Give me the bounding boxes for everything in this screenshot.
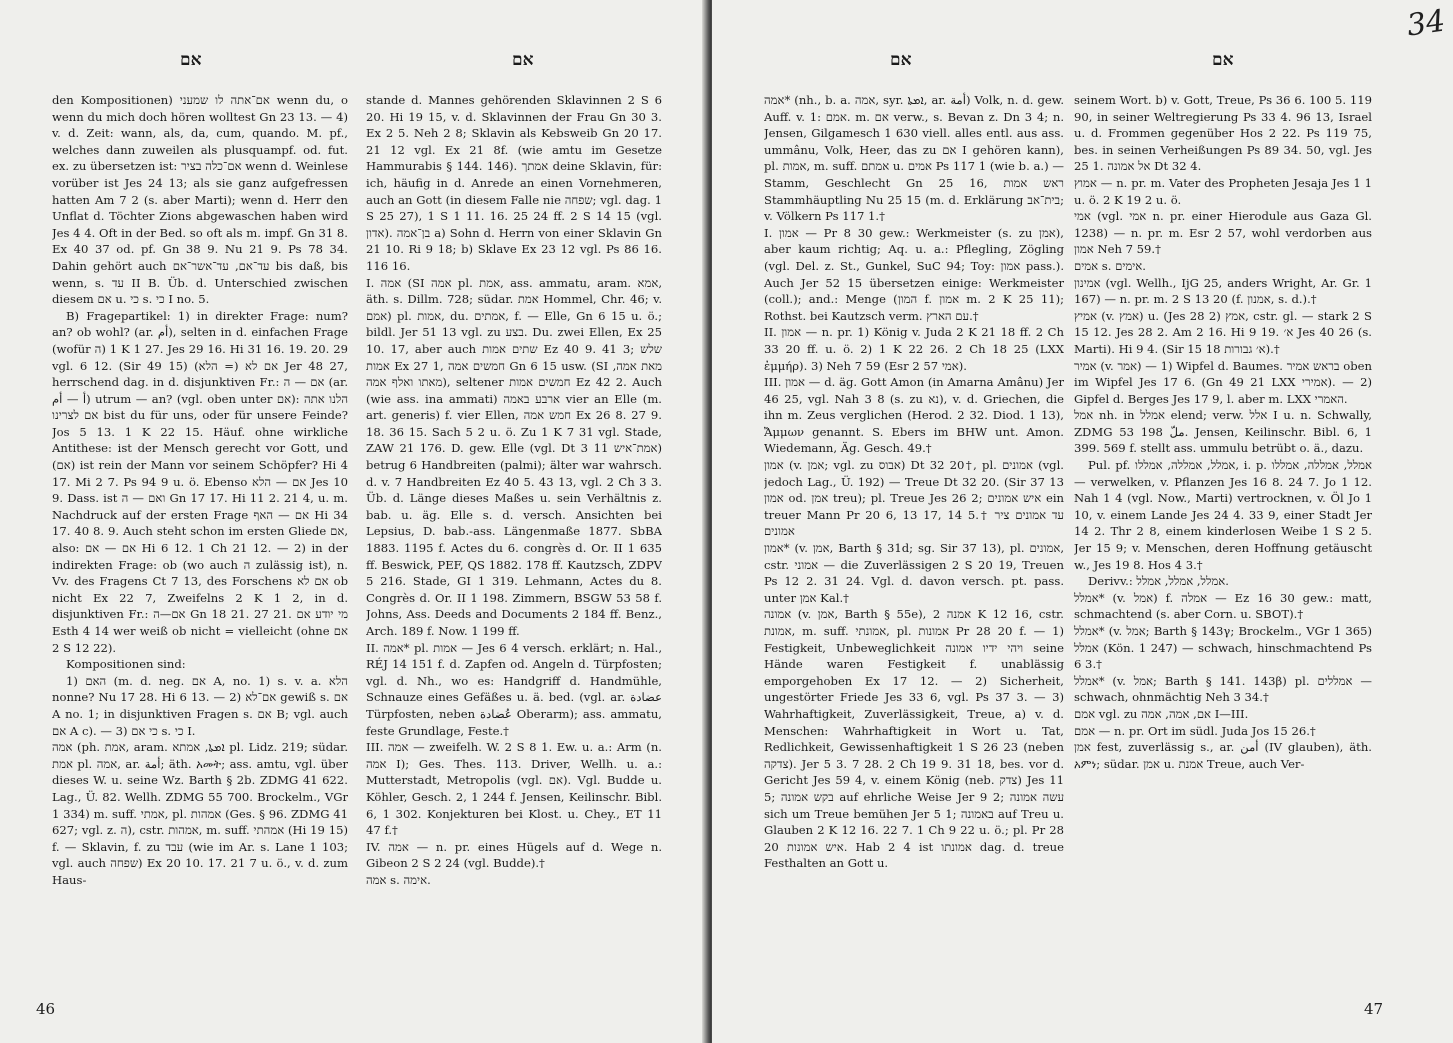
entry-paragraph: I. אמון — Pr 8 30 gew.: Werkmeister (s. zu אמן), aber kaum richtig; Aq. u. a.: Pflegling, Zögling (vgl. Del. z. St., Gunkel, SuC 94; Toy: אמון pass.). Auch Jer 52 15 übersetzen einige: Werkmeister (coll.); and.: Menge (המון f. אמון m. 2 K 25 11); Rothst. bei Kautzsch verm. עם הארץ.†	[764, 225, 1064, 323]
right-page	[712, 0, 1453, 1043]
left-page-column-2	[366, 92, 662, 997]
entry-paragraph: אמונה (v. אמן, Barth § 55e), אמנה 2 K 12 16, cstr. אמונת, m. suff. אמונתי, pl. אמונות Pr 28 20 f. — 1) Festigkeit, Unbeweglichkeit ויהי ידיו אמונה seine Hände waren Festigkeit f. unablässig emporgehoben Ex 17 12. — 2) Sicherheit, ungestörter Friede Jes 33 6, vgl. Ps 37 3. — 3) Wahrhaftigkeit, Zuverlässigkeit, Treue, a) v. d. Menschen: Wahrhaftigkeit in Wort u. Tat, Redlichkeit, Gewissenhaftigkeit 1 S 26 23 (neben צדקה). Jer 5 3. 7 28. 2 Ch 19 9. 31 18, bes. vor d. Gericht Jes 59 4, v. einem König (neb. צדק) Jes 11 5; בקש אמונה auf ehrliche Weise Jer 9 2; עשה אמונה sich um Treue bemühen Jer 5 1; באמונה auf Treu u. Glauben 2 K 12 16. 22 7. 1 Ch 9 22 u. ö.; pl. Pr 28 20 איש אמונות. Hab 2 4 ist אמונתו dag. d. treue Festhalten an Gott u.	[764, 607, 1064, 871]
entry-paragraph: stande d. Mannes gehörenden Sklavinnen 2 S 6 20. Hi 19 15, v. d. Sklavinnen der Frau Gn 30 3. Ex 2 5. Neh 2 8; Sklavin als Kebsweib Gn 20 17. 21 12 vgl. Ex 21 8f. (wie amtu im Gesetze Hammurabis § 144. 146). אמתך deine Sklavin, für: ich, häufig in d. Anrede an einen Vornehmeren, auch an Gott (in diesem Falle nie שפחה; vgl. dag. 1 S 25 27), 1 S 1 11. 16. 25 24 ff. 2 S 14 15 (vgl. אדון). בן־אמה a) Sohn d. Herrn von einer Sklavin Gn 21 10. Ri 9 18; b) Sklave Ex 23 12 vgl. Ps 86 16. 116 16.	[366, 93, 662, 273]
entry-paragraph: Kompositionen sind:	[66, 657, 186, 672]
entry-paragraph: Derivv.: אמלל, אמלל, אמלל.	[1088, 574, 1229, 589]
entry-paragraph: B) Fragepartikel: 1) in direkter Frage: num? an? ob wohl? (ar. أم), selten in d. einfachen Frage (wofür ה) 1 K 1 27. Jes 29 16. Hi 31 16. 19. 20. 29 vgl. 6 12. (Sir 49 15) אם לא (= הלא) Jer 48 27, herrschend dag. in d. disjunktiven Fr.: אם — ה (ar. أ — أم) utrum — an? (vgl. oben unter אם): הלנו אתה אם לצרינו bist du für uns, oder für unsere Feinde? Jos 5 13. 1 K 22 15. Häuf. ohne wirkliche Antithese: ist der Mensch gerecht vor Gott, und (אם) ist rein der Mann vor seinem Schöpfer? Hi 4 17. Mi 2 7. Ps 94 9 u. ö. Ebenso אם — הלא Jes 10 9. Dass. ist ואם — ה Gn 17 17. Hi 11 2. 21 4, u. m. Nachdruck auf der ersten Frage אם — האף Hi 34 17. 40 8. 9. Auch steht schon im ersten Gliede אם, also: אם — אם Hi 6 12. 1 Ch 21 12. — 2) in der indirekten Frage: ob (wo auch ה zulässig ist), n. Vv. des Fragens Ct 7 13, des Forschens אם לא ob nicht Ex 22 7, Zweifelns 2 K 1 2, in d. disjunktiven Fr.: אם—ה Gn 18 21. 27 21. מי יודע אם Esth 4 14 wer weiß ob nicht = vielleicht (ohne אם 2 S 12 22).	[52, 308, 348, 655]
entry-paragraph: אמם — n. pr. Ort im südl. Juda Jos 15 26.†	[1074, 723, 1316, 738]
entry-paragraph: I. אמה (SI אמה pl. אמת, ass. ammatu, aram. אמא, äth. s. Dillm. 728; südar. אמת Hommel, Chr. 46; v. אמם) pl. אמות, du. אמתים, f. — Elle, Gn 6 15 u. ö.; bildl. Jer 51 13 vgl. zu בצע. Du. zwei Ellen, Ex 25 10. 17, aber auch שתים אמות Ez 40 9. 41 3; שלש אמות Ex 27 1, חמשים אמה Gn 6 15 usw. (SI מאת אמה, מאתו ואלף אמה), seltener חמשים אמות Ez 42 2. Auch (wie ass. ina ammati) ארבע באמה vier an Elle (m. art. generis) f. vier Ellen, חמש אמה Ex 26 8. 27 9. 18. 36 15. Sach 5 2 u. ö. Zu 1 K 7 31 vgl. Stade, ZAW 21 176. D. gew. Elle (vgl. Dt 3 11 אמת־איש) betrug 6 Handbreiten (palmi); älter war wahrsch. d. v. 7 Handbreiten Ez 40 5. 43 13, vgl. 2 Ch 3 3. Üb. d. Länge dieses Maßes u. sein Verhältnis z. bab. u. äg. Elle s. d. versch. Ansichten bei Lepsius, D. bab.-ass. Längenmaße 1877. SbBA 1883. 1195 f. Actes du 6. congrès d. Or. II 1 635 ff. Beswick, PEF, QS 1882. 178 ff. Kautzsch, ZDPV 5 216. Stade, GI 1 319. Lehmann, Actes du 8. Congrès d. Or. II 1 198. Zimmern, BSGW 53 58 f. Johns, Ass. Deeds and Documents 2 184 ff. Benz., Arch. 189 f. Now. 1 199 ff.	[366, 275, 662, 638]
handwritten-folio-number: 34	[1404, 3, 1448, 44]
entry-paragraph: אמי (vgl. אמי n. pr. einer Hierodule aus Gaza Gl. 1238) — n. pr. m. Esr 2 57, wohl verdorben aus אמון Neh 7 59.†	[1074, 209, 1372, 257]
running-header-left: אם	[180, 50, 202, 70]
left-page	[0, 0, 710, 1043]
running-header-right: אם	[1212, 50, 1234, 70]
entry-paragraph: אמיץ (v. אמץ) u. (Jes 28 2) אמץ, cstr. gl. — stark 2 S 15 12. Jes 28 2. Am 2 16. Hi 9 19. א׳ Jes 40 26 (s. Marti). Hi 9 4. (Sir 15 18 א׳ גבורות).†	[1074, 308, 1372, 356]
entry-paragraph: אמם vgl. zu אם, אמה, אמה I—III.	[1074, 706, 1249, 721]
entry-paragraph: אמל nh. in אמלל elend; verw. אלל I u. n. Schwally, ZDMG 53 198 ملّ. Jensen, Keilinschr. Bibl. 6, 1 399. 569 f. stellt ass. ummulu betrübt o. ä., dazu.	[1074, 408, 1372, 456]
entry-paragraph: אמים s. אימים.	[1074, 258, 1146, 273]
left-page-column-1	[52, 92, 348, 997]
right-page-column-1	[764, 92, 1064, 997]
entry-paragraph: אמה s. אימה.	[366, 872, 431, 887]
entry-paragraph: IV. אמה — n. pr. eines Hügels auf d. Wege n. Gibeon 2 S 2 24 (vgl. Budde).†	[366, 839, 662, 871]
entry-paragraph: אמוץ — n. pr. m. Vater des Propheten Jesaja Jes 1 1 u. ö. 2 K 19 2 u. ö.	[1074, 175, 1372, 207]
entry-paragraph: den Kompositionen) אם־אתה לו שמעני wenn du, o wenn du mich doch hören wolltest Gn 23 13. — 4) v. d. Zeit: wann, als, da, cum, quando. M. pf., welches dann zuweilen als plusquampf. od. fut. ex. zu übersetzen ist: אם־כלה בציר wenn d. Weinlese vorüber ist Jes 24 13; als sie ganz aufgefressen hatten Am 7 2 (s. aber Marti); wenn d. Herr den Unflat d. Töchter Zions abgewaschen haben wird Jes 4 4. Oft in der Bed. so oft als m. impf. Gn 31 8. Ex 40 37 od. pf. Gn 38 9. Nu 21 9. Ps 78 34. Dahin gehört auch עד־אם, עד־אשר־אם bis daß, bis wenn, s. עד II B. Üb. d. Unterschied zwischen diesem אם u. כי s. כי I no. 5.	[52, 93, 348, 307]
entry-paragraph: אמלל* (v. אמל) f. אמלה — Ez 16 30 gew.: matt, schmachtend (s. aber Corn. u. SBOT).†	[1074, 590, 1372, 622]
entry-paragraph: אמה (ph. אמת, aram. ܐܡܬܐ, אמתא pl. Lidz. 219; südar. אמת pl. אמה, ar. أمة; äth. አመት; ass. amtu, vgl. über dieses W. u. seine Wz. Barth § 2b. ZDMG 41 622. Lag., Ü. 82. Wellh. ZDMG 55 700. Brockelm., VGr 1 334) m. suff. אמתי, pl. אמהות (Ges. § 96. ZDMG 41 627; vgl. z. ה), cstr. אמהות, m. suff. אמהתי (Hi 19 15) f. — Sklavin, f. zu עבד (wie im Ar. s. Lane 1 103; vgl. auch שפחה) Ex 20 10. 17. 21 7 u. ö., v. d. zum Haus-	[52, 740, 348, 887]
entry-paragraph: seinem Wort. b) v. Gott, Treue, Ps 36 6. 100 5. 119 90, in seiner Weltregierung Ps 33 4. 96 13, Israel u. d. Frommen gegenüber Hos 2 22. Ps 119 75, bes. in seinen Verheißungen Ps 89 34. 50, vgl. Jes 25 1. אל אמונה Dt 32 4.	[1074, 93, 1372, 174]
entry-paragraph: III. אמון — d. äg. Gott Amon (in Amarna Amânu) Jer 46 25, vgl. Nah 3 8 (s. zu נא), v. d. Griechen, die ihn m. Zeus verglichen (Herod. 2 32. Diod. 1 13), Ἄμμων genannt. S. Ebers im BHW unt. Amon. Wiedemann, Äg. Gesch. 49.†	[764, 375, 1064, 456]
running-header-right: אם	[512, 50, 534, 70]
entry-paragraph: Pul. pf. אמלל, אמללה, אמללו, i. p. אמלל, אמללה, אמללו — verwelken, v. Pflanzen Jes 16 8. 24 7. Jo 1 12. Nah 1 4 (vgl. Now., Marti) vertrocknen, v. Öl Jo 1 10, v. einem Lande Jes 24 4. 33 9, einer Stadt Jer 14 2. Thr 2 8, einem kinderlosen Weibe 1 S 2 5. Jer 15 9; v. Menschen, deren Hoffnung getäuscht w., Jes 19 8. Hos 4 3.†	[1074, 458, 1372, 572]
entry-paragraph: אמלל* (v. אמל; Barth § 143γ; Brockelm., VGr 1 365) אמלל (Kön. 1 247) — schwach, hinschmachtend Ps 6 3.†	[1074, 624, 1372, 672]
entry-paragraph: אמה* (nh., b. a. אמה, syr. ܐܡܬܐ, ar. أمة) Volk, n. d. gew. Auff. v. אמם :1. m. אם verw., s. Bevan z. Dn 3 4; n. Jensen, Gilgamesch 1 630 viell. alles entl. aus ass. ummânu, Volk, Heer, das zu אם I gehören kann), pl. אמות, m. suff. אמתם u. אמים Ps 117 1 (wie b. a.) — Stamm, Geschlecht Gn 25 16, ראש אמות Stammhäuptling Nu 25 15 (m. d. Erklärung בית־אב; v. Völkern Ps 117 1.†	[764, 93, 1064, 224]
entry-paragraph: אמון* (v. אמן, Barth § 31d; sg. Sir 37 13), pl. אמונים, cstr. אמוני — die Zuverlässigen 2 S 20 19, Treuen Ps 12 2. 31 24. Vgl. d. davon versch. pt. pass. unter אמן Kal.†	[764, 541, 1064, 605]
entry-paragraph: 1) האם (m. d. neg. אם A, no. 1) s. v. a. הלא nonne? Nu 17 28. Hi 6 13. — 2) אם־לא gewiß s. אם A no. 1; in disjunktiven Fragen s. אם B; vgl. auch אם A c). — 3) כי אם s. כי I.	[52, 673, 348, 738]
right-page-column-2	[1074, 92, 1372, 997]
entry-paragraph: אמון (v. אמן; vgl. zu אבוס) Dt 32 20†, pl. אמונים (vgl. jedoch Lag., Ü. 192) — Treue Dt 32 20. (Sir 37 13 אמון od. אמן treu); pl. Treue Jes 26 2; איש אמונים ein treuer Mann Pr 20 6, 13 17, 14 5.† עד אמונים ציר אמונים	[764, 458, 1064, 539]
entry-paragraph: אמיר (v. אמר) — 1) Wipfel d. Baumes. בראש אמיר oben im Wipfel Jes 17 6. (Gn 49 21 LXX אמירי). — 2) Gipfel d. Berges Jes 17 9, l. aber m. LXX האמרי.	[1074, 358, 1372, 406]
entry-paragraph: אמן fest, zuverlässig s., ar. أمن (IV glauben), äth. አምነ; südar. אמן u. אמנת Treue, auch Ver-	[1074, 740, 1372, 771]
entry-paragraph: אמלל* (v. אמל; Barth § 141. 143β) pl. אמללים — schwach, ohnmächtig Neh 3 34.†	[1074, 673, 1372, 705]
page-number: 46	[36, 1000, 56, 1018]
entry-paragraph: II. אמה* pl. אמות — Jes 6 4 versch. erklärt; n. Hal., RÉJ 14 151 f. d. Zapfen od. Angeln d. Türpfosten; vgl. d. Nh., wo es: Handgriff d. Handmühle, Schnauze eines Gefäßes u. ä. bed. (vgl. ar. عضادة Türpfosten, neben عُضادة Oberarm); ass. ammatu, feste Grundlage, Feste.†	[366, 640, 662, 738]
running-header-left: אם	[890, 50, 912, 70]
entry-paragraph: אמינון (vgl. Wellh., IjG 25, anders Wright, Ar. Gr. 1 167) — n. pr. m. 2 S 13 20 (f. אמנון, s. d.).†	[1074, 275, 1372, 307]
page-number: 47	[1364, 1000, 1384, 1018]
entry-paragraph: II. אמון — n. pr. 1) König v. Juda 2 K 21 18 ff. 2 Ch 33 20 ff. u. ö. 2) 1 K 22 26. 2 Ch 18 25 (LXX ἐμμήρ). 3) Neh 7 59 (Esr 2 57 אמי).	[764, 325, 1064, 373]
entry-paragraph: III. אמה — zweifelh. W. 2 S 8 1. Ew. u. a.: Arm (n. אמה I); Ges. Thes. 113. Driver, Wellh. u. a.: Mutterstadt, Metropolis (vgl. אם). Vgl. Budde u. Köhler, Gesch. 2, 1 244 f. Jensen, Keilinschr. Bibl. 6, 1 302. Konjekturen bei Klost. u. Chey., ET 11 47 f.†	[366, 740, 662, 838]
